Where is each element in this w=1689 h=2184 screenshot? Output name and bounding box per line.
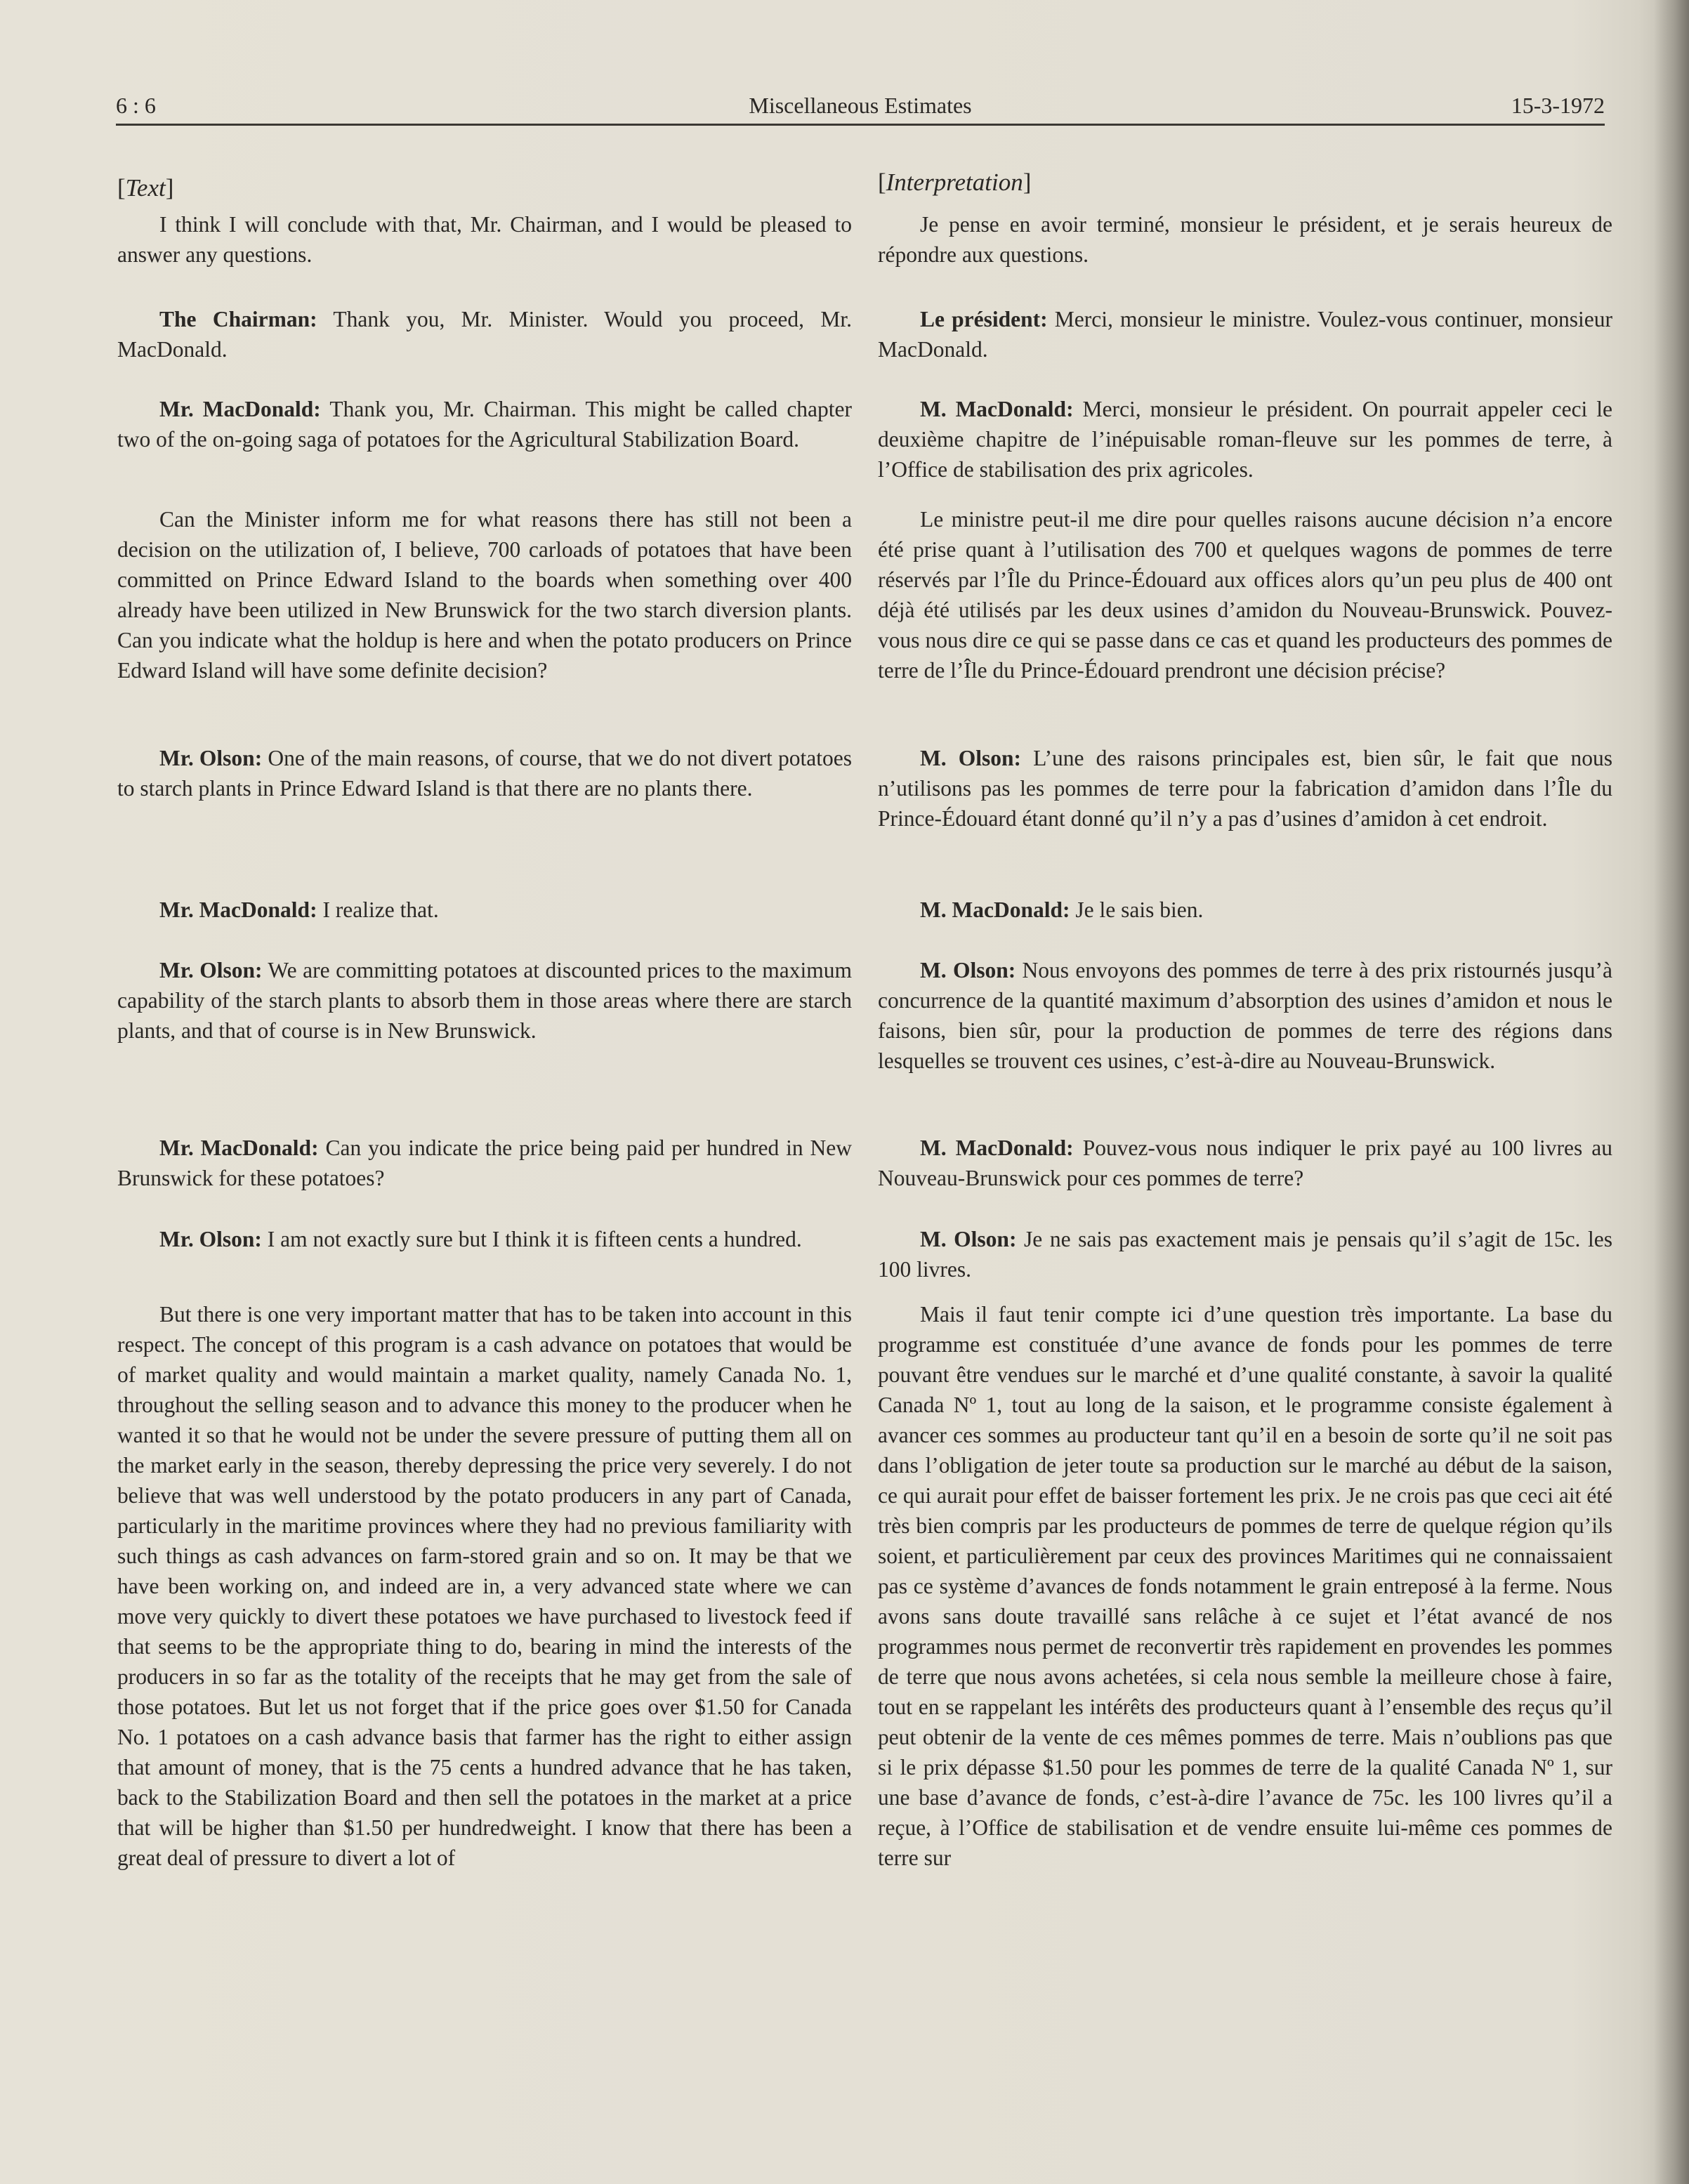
paragraph-text: Le ministre peut-il me dire pour quelles raisons aucune décision n’a encore été prise quant à l’utilisation des 700 et quelques wagons de pommes de terre réservés par l’Île du Prince-Édouard aux offices alors qu’un peu plus de 400 ont déjà été utilisés par les deux usines d’amidon du Nouveau-Brunswick. Pouvez-vous nous dire ce qui se passe dans ce cas et quand les producteurs des pommes de terre de l’Île du Prince-Édouard prendront une décision précise? [878, 507, 1612, 683]
speaker-name: M. MacDonald: [920, 397, 1074, 421]
page-header [116, 90, 1605, 126]
paragraph-text: Pouvez-vous nous indiquer le prix payé au 100 livres au Nouveau-Brunswick pour ces pommes de terre? [878, 1136, 1612, 1190]
paragraph-text: Merci, monsieur le ministre. Voulez-vous continuer, monsieur MacDonald. [878, 307, 1612, 362]
speaker-name: Mr. Olson: [159, 1227, 262, 1251]
paragraph-text: Je le sais bien. [1070, 897, 1204, 922]
speaker-name: M. Olson: [920, 1227, 1017, 1251]
text-tag-label: Text [125, 174, 166, 202]
speaker-name: Le président: [920, 307, 1048, 331]
paragraph-text: Can you indicate the price being paid per hundred in New Brunswick for these potatoes? [117, 1136, 853, 1190]
paragraph-text: Can the Minister inform me for what reasons there has still not been a decision on the utilization of, I believe, 700 carloads of potatoes that have been committed on Prince Edward Island to the boards when something over 400 already have been utilized in New Brunswick for the two starch diversion plants. Can you indicate what the holdup is here and when the potato producers on Prince Edward Island will have some definite decision? [117, 507, 852, 683]
french-paragraph-8 [878, 1133, 1612, 1193]
paragraph-text: Je pense en avoir terminé, monsieur le président, et je serais heureux de répondre aux questions. [878, 212, 1612, 267]
paragraph-text: L’une des raisons principales est, bien sûr, le fait que nous n’utilisons pas les pommes de terre pour la fabrication d’amidon dans l’Île du Prince-Édouard étant donné qu’il n’y a pas d’usines d’amidon à cet endroit. [878, 746, 1612, 831]
paragraph-text: Mais il faut tenir compte ici d’une question très importante. La base du programme est constituée d’une avance de fonds pour les pommes de terre pouvant être vendues sur le marché et d’une qualité constante, à savoir la qualité Canada Nº 1, tout au long de la saison, et le programme consiste également à avancer ces sommes au producteur tant qu’il en a besoin de sorte qu’il ne soit pas dans l’obligation de jeter toute sa production sur le marché au début de la saison, ce qui aurait pour effet de baisser fortement les prix. Je ne crois pas que ceci ait été très bien compris par les producteurs de pommes de terre de quelque région qu’ils soient, et particulièrement par ceux des provinces Maritimes qui ne connaissaient pas ce système d’avances de fonds notamment le grain entreposé à la ferme. Nous avons sans doute travaillé sans relâche à ce sujet et l’état avancé de nos programmes nous permet de reconvertir très rapidement en provendes les pommes de terre que nous avons achetées, si cela nous semble la meilleure chose à faire, tout en se rappelant les intérêts des producteurs quant à l’ensemble des reçus qu’il peut obtenir de la vente de ces mêmes pommes de terre. Mais n’oublions pas que si le prix dépasse $1.50 pour les pommes de terre de la qualité Canada Nº 1, sur une base d’avance de fonds, c’est-à-dire l’avance de 75c. les 100 livres qu’il a reçue, à l’Office de stabilisation et de vendre ensuite lui-même ces pommes de terre sur [878, 1302, 1612, 1870]
paragraph-text: I realize that. [317, 897, 439, 922]
header-date: 15-3-1972 [1511, 93, 1605, 118]
english-paragraph-10 [117, 1299, 852, 1873]
english-paragraph-1 [117, 209, 852, 270]
english-paragraph-3 [117, 394, 852, 454]
paragraph-text: Je ne sais pas exactement mais je pensais qu’il s’agit de 15c. les 100 livres. [878, 1227, 1612, 1282]
paragraph-text: Nous envoyons des pommes de terre à des prix ristournés jusqu’à concurrence de la quantité maximum d’absorption des usines d’amidon et nous le faisons, bien sûr, pour la production de pommes de terre des régions dans lesquelles se trouvent ces usines, c’est-à-dire au Nouveau-Brunswick. [878, 958, 1612, 1073]
paragraph-text: I am not exactly sure but I think it is fifteen cents a hundred. [261, 1227, 802, 1251]
speaker-name: M. Olson: [920, 958, 1016, 982]
speaker-name: Mr. MacDonald: [159, 897, 317, 922]
paragraph-text: I think I will conclude with that, Mr. Chairman, and I would be pleased to answer any questions. [117, 212, 852, 267]
french-paragraph-4 [878, 504, 1612, 685]
french-paragraph-9 [878, 1224, 1612, 1284]
running-title: Miscellaneous Estimates [749, 93, 972, 118]
speaker-name: Mr. Olson: [159, 958, 263, 982]
page-number: 6 : 6 [116, 93, 156, 118]
french-paragraph-3 [878, 394, 1612, 485]
french-paragraph-10 [878, 1299, 1612, 1873]
french-paragraph-5 [878, 743, 1612, 834]
english-paragraph-5 [117, 743, 852, 803]
english-paragraph-4 [117, 504, 852, 685]
paragraph-text: We are committing potatoes at discounted prices to the maximum capability of the starch plants to absorb them in those areas where there are starch plants, and that of course is in New Brunswick. [117, 958, 853, 1043]
paragraph-text: One of the main reasons, of course, that we do not divert potatoes to starch plants in Prince Edward Island is that there are no plants there. [117, 746, 852, 801]
english-paragraph-6 [117, 895, 852, 925]
speaker-name: M. Olson: [920, 746, 1021, 770]
page-binding-shadow [1654, 0, 1689, 2184]
paragraph-text: Thank you, Mr. Chairman. This might be called chapter two of the on-going saga of potatoes for the Agricultural Stabilization Board. [117, 397, 853, 452]
speaker-name: Mr. MacDonald: [159, 1136, 319, 1160]
speaker-name: M. MacDonald: [920, 897, 1070, 922]
paragraph-text: Thank you, Mr. Minister. Would you proceed, Mr. MacDonald. [117, 307, 852, 362]
interpretation-tag: [Interpretation] [878, 169, 1032, 196]
speaker-name: Mr. Olson: [159, 746, 263, 770]
english-paragraph-2 [117, 304, 852, 364]
interpretation-tag-label: Interpretation [886, 169, 1023, 196]
french-paragraph-2 [878, 304, 1612, 364]
english-paragraph-7 [117, 955, 852, 1046]
speaker-name: Mr. MacDonald: [159, 397, 321, 421]
english-paragraph-9 [117, 1224, 852, 1254]
french-paragraph-7 [878, 955, 1612, 1076]
text-tag: [Text] [117, 174, 174, 202]
speaker-name: M. MacDonald: [920, 1136, 1074, 1160]
paragraph-text: Merci, monsieur le président. On pourrait appeler ceci le deuxième chapitre de l’inépuisable roman-fleuve sur les pommes de terre, à l’Office de stabilisation des prix agricoles. [878, 397, 1613, 482]
french-paragraph-6 [878, 895, 1612, 925]
speaker-name: The Chairman: [159, 307, 317, 331]
paragraph-text: But there is one very important matter that has to be taken into account in this respect. The concept of this program is a cash advance on potatoes that would be of market quality and would maintain a market quality, namely Canada No. 1, throughout the selling season and to advance this money to the producer when he wanted it so that he would not be under the severe pressure of putting them all on the market early in the season, thereby depressing the price very severely. I do not believe that was well understood by the potato producers in any part of Canada, particularly in the maritime provinces where they had no previous familiarity with such things as cash advances on farm-stored grain and so on. It may be that we have been working on, and indeed are in, a very advanced state where we can move very quickly to divert these potatoes we have purchased to livestock feed if that seems to be the appropriate thing to do, bearing in mind the interests of the producers in so far as the totality of the receipts that he may get from the sale of those potatoes. But let us not forget that if the price goes over $1.50 for Canada No. 1 potatoes on a cash advance basis that farmer has the right to either assign that amount of money, that is the 75 cents a hundred advance that he has taken, back to the Stabilization Board and then sell the potatoes in the market at a price that will be higher than $1.50 per hundredweight. I know that there has been a great deal of pressure to divert a lot of [117, 1302, 852, 1870]
french-paragraph-1 [878, 209, 1612, 270]
english-paragraph-8 [117, 1133, 852, 1193]
